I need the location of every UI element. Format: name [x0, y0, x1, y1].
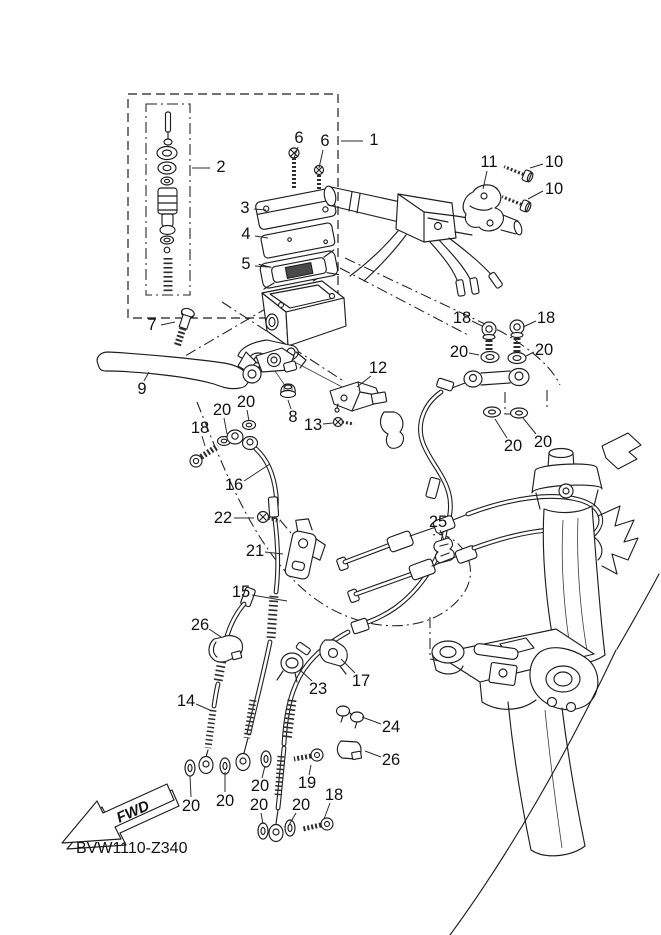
- diagram-code: BVW1110-Z340: [76, 840, 188, 857]
- callout-19: 19: [297, 774, 317, 792]
- callout-leader-10: [528, 191, 543, 199]
- callout-leader-lines: [144, 141, 543, 825]
- callout-9: 9: [137, 380, 147, 398]
- callout-number-labels: [137, 129, 563, 815]
- bolt-19: [294, 749, 323, 761]
- callout-2: 2: [216, 158, 226, 176]
- hose-bracket: [284, 516, 330, 582]
- lower-triple-clamp: [432, 629, 598, 712]
- callout-6: 6: [294, 129, 304, 147]
- callout-leader-20: [495, 419, 507, 438]
- callout-20: 20: [533, 433, 553, 451]
- callout-20: 20: [181, 797, 201, 815]
- callout-6: 6: [320, 132, 330, 150]
- callout-leader-13: [323, 423, 333, 424]
- callout-23: 23: [308, 680, 328, 698]
- callout-20: 20: [249, 796, 269, 814]
- lever-nut: [281, 384, 296, 398]
- callout-3: 3: [240, 199, 250, 217]
- clamp-25: [434, 538, 454, 563]
- callout-leader-20: [224, 418, 227, 434]
- clamp-24: [337, 706, 364, 728]
- callout-20: 20: [250, 777, 270, 795]
- handlebar-clamp: [463, 185, 503, 231]
- callout-26: 26: [381, 751, 401, 769]
- callout-15: 15: [231, 583, 251, 601]
- piston-kit-parts: [157, 112, 177, 292]
- callout-20: 20: [503, 437, 523, 455]
- callout-leader-14: [196, 704, 212, 711]
- callout-16: 16: [224, 476, 244, 494]
- callout-12: 12: [368, 359, 388, 377]
- callout-11: 11: [480, 153, 498, 171]
- callout-4: 4: [241, 225, 251, 243]
- pivot-bolt: [171, 307, 195, 348]
- callout-24: 24: [381, 718, 401, 736]
- callout-leader-21: [265, 552, 283, 554]
- callout-14: 14: [176, 692, 196, 710]
- callout-20: 20: [236, 393, 256, 411]
- switch-screw: [334, 418, 355, 427]
- clamp-26-upper: [209, 636, 243, 662]
- callout-20: 20: [215, 792, 235, 810]
- callout-10: 10: [544, 180, 564, 198]
- callout-20: 20: [534, 341, 554, 359]
- callout-18: 18: [190, 419, 210, 437]
- bolt-18-bottom: [303, 818, 333, 830]
- callout-18: 18: [452, 309, 472, 327]
- fwd-label: FWD: [113, 797, 153, 827]
- callout-20: 20: [291, 796, 311, 814]
- callout-18: 18: [324, 786, 344, 804]
- callout-10: 10: [544, 153, 564, 171]
- callout-leader-20: [523, 418, 536, 434]
- callout-leader-26: [209, 629, 221, 637]
- callout-17: 17: [351, 672, 371, 690]
- callout-leader-16: [244, 464, 270, 481]
- callout-leader-20: [526, 352, 534, 356]
- reference-lines: [168, 258, 560, 667]
- callout-leader-20: [469, 353, 479, 355]
- callout-13: 13: [303, 416, 323, 434]
- brake-lever: [97, 348, 306, 389]
- callout-leader-18: [324, 803, 330, 819]
- callout-leader-20: [261, 813, 263, 824]
- callout-leader-18: [202, 436, 205, 446]
- steering-stem: [532, 433, 641, 664]
- callout-leader-10: [530, 164, 543, 168]
- callout-22: 22: [213, 509, 233, 527]
- callout-26: 26: [190, 616, 210, 634]
- callout-7: 7: [147, 316, 157, 334]
- callout-21: 21: [245, 542, 265, 560]
- callout-18: 18: [536, 309, 556, 327]
- callout-leader-18: [523, 321, 536, 327]
- callout-25: 25: [428, 513, 448, 531]
- clamp-17: [320, 640, 347, 674]
- callout-leader-26: [365, 751, 381, 757]
- callout-leader-20: [247, 410, 249, 421]
- callout-8: 8: [288, 408, 298, 426]
- callout-leader-20: [190, 776, 191, 797]
- callout-leader-6: [319, 150, 323, 168]
- callout-leader-7: [161, 322, 175, 325]
- lever-boot: [381, 412, 404, 448]
- callout-leader-24: [362, 717, 381, 724]
- callout-1: 1: [369, 131, 379, 149]
- callout-20: 20: [212, 401, 232, 419]
- callout-5: 5: [241, 255, 251, 273]
- clamp-26-lower: [337, 741, 361, 760]
- callout-20: 20: [449, 343, 469, 361]
- clamp-bolts: [500, 162, 534, 214]
